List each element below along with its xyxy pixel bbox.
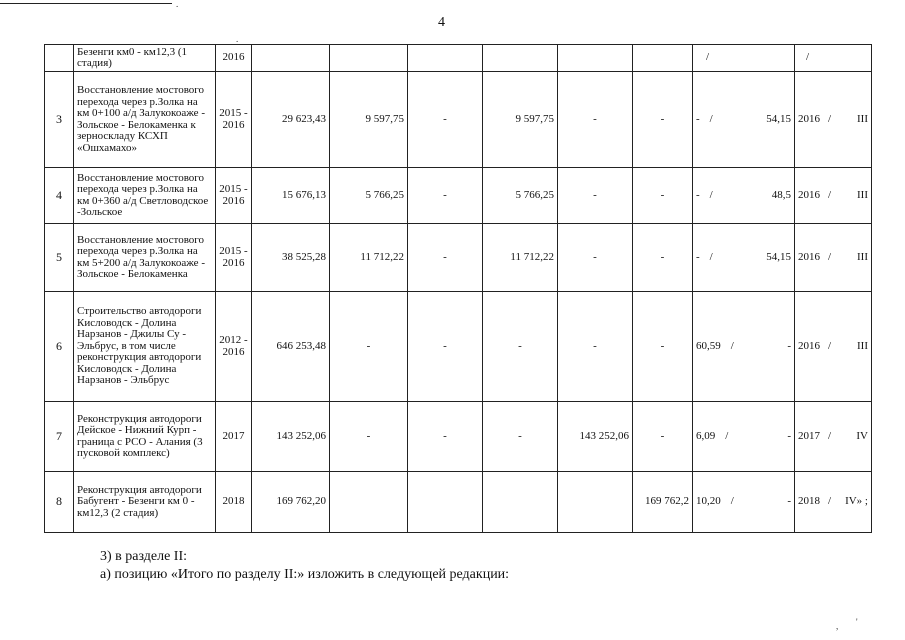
value-cell: 5 766,25	[330, 168, 408, 224]
term-stage: IV	[856, 429, 868, 442]
term-cell	[795, 402, 872, 472]
instruction-text: а) позицию «Итого по разделу II:» изложить в следующей редакции:	[100, 567, 510, 582]
row-number-cell	[45, 45, 74, 72]
value-cell: -	[633, 72, 693, 168]
table-row	[45, 224, 872, 292]
slash-separator: /	[828, 339, 832, 352]
value-cell: -	[633, 402, 693, 472]
slash-separator: /	[709, 112, 713, 125]
section-heading: 3) в разделе II:	[100, 549, 188, 564]
term-year: 2016	[798, 188, 820, 201]
value-cell: -	[408, 292, 483, 402]
project-table	[44, 44, 872, 533]
term-year: 2018	[798, 495, 820, 508]
ratio-cell	[693, 402, 795, 472]
value-cell: 143 252,06	[558, 402, 633, 472]
value-cell: -	[633, 292, 693, 402]
term-year: 2016	[798, 339, 820, 352]
slash-separator: /	[706, 51, 710, 64]
value-cell: -	[330, 402, 408, 472]
ratio-cell	[693, 224, 795, 292]
term-cell	[795, 472, 872, 533]
years-cell: 2015 - 2016	[216, 168, 252, 224]
slash-separator: /	[828, 112, 832, 125]
slash-separator: /	[828, 429, 832, 442]
ratio-left: -	[696, 250, 700, 263]
row-number-cell: 8	[45, 472, 74, 533]
ratio-right: 54,15	[766, 250, 791, 263]
term-year: 2016	[798, 250, 820, 263]
value-cell: 5 766,25	[483, 168, 558, 224]
value-cell	[330, 472, 408, 533]
value-cell: -	[558, 292, 633, 402]
years-cell: 2016	[216, 45, 252, 72]
ratio-cell	[693, 45, 795, 72]
object-name-cell: Восстановление мостового перехода через р.Золка на км 0+360 а/д Светловодское -Зольское	[74, 168, 216, 224]
ratio-left: 10,20	[696, 495, 721, 508]
value-cell: -	[483, 402, 558, 472]
value-cell	[483, 45, 558, 72]
value-cell	[330, 45, 408, 72]
slash-separator: /	[709, 188, 713, 201]
ratio-cell	[693, 472, 795, 533]
term-year: 2016	[798, 112, 820, 125]
term-cell	[795, 45, 872, 72]
row-number-cell: 5	[45, 224, 74, 292]
object-name-cell: Восстановление мостового перехода через р.Золка на км 5+200 а/д Залукокоаже - Зольское - Белокаменка	[74, 224, 216, 292]
value-cell: -	[408, 168, 483, 224]
ratio-right: 48,5	[771, 188, 791, 201]
slash-separator: /	[828, 495, 832, 508]
value-cell: 29 623,43	[252, 72, 330, 168]
years-cell: 2015 - 2016	[216, 224, 252, 292]
years-cell: 2017	[216, 402, 252, 472]
table-row	[45, 168, 872, 224]
value-cell: -	[330, 292, 408, 402]
table-row	[45, 72, 872, 168]
slash-separator: /	[709, 250, 713, 263]
value-cell: -	[558, 168, 633, 224]
term-stage: III	[857, 339, 868, 352]
value-cell: -	[483, 292, 558, 402]
term-cell	[795, 292, 872, 402]
header-rule	[0, 3, 172, 4]
term-stage: III	[857, 250, 868, 263]
ratio-right: 54,15	[766, 112, 791, 125]
value-cell: 9 597,75	[330, 72, 408, 168]
value-cell: -	[633, 168, 693, 224]
object-name-cell: Безенги км0 - км12,3 (1 стадия)	[74, 45, 216, 72]
table-row	[45, 402, 872, 472]
term-year: 2017	[798, 429, 820, 442]
table-row	[45, 45, 872, 72]
object-name-cell: Реконструкция автодороги Бабугент - Безенги км 0 - км12,3 (2 стадия)	[74, 472, 216, 533]
object-name-cell: Строительство автодороги Кисловодск - Долина Нарзанов - Джилы Су - Эльбрус, в том числе реконструкция автодороги Кисловодск - Долина Нарзанов - Эльбрус	[74, 292, 216, 402]
table-row	[45, 472, 872, 533]
slash-separator: /	[828, 250, 832, 263]
slash-separator: /	[725, 429, 729, 442]
value-cell: 11 712,22	[330, 224, 408, 292]
ratio-right: -	[787, 429, 791, 442]
scan-speck: ,	[836, 621, 839, 631]
ratio-cell	[693, 292, 795, 402]
value-cell: -	[558, 72, 633, 168]
scan-speck: .	[176, 0, 179, 9]
ratio-right: -	[787, 495, 791, 508]
ratio-left: -	[696, 188, 700, 201]
value-cell	[558, 45, 633, 72]
value-cell	[408, 45, 483, 72]
ratio-left: -	[696, 112, 700, 125]
years-cell: 2012 - 2016	[216, 292, 252, 402]
value-cell	[633, 45, 693, 72]
ratio-left: 6,09	[696, 429, 716, 442]
scan-speck: .	[236, 34, 239, 44]
value-cell: -	[633, 224, 693, 292]
ratio-left: 60,59	[696, 339, 721, 352]
object-name-cell: Восстановление мостового перехода через р.Золка на км 0+100 а/д Залукокоаже - Зольское - Белокаменка к зерноскладу КСХП «Ошхамахо»	[74, 72, 216, 168]
value-cell: 169 762,20	[252, 472, 330, 533]
years-cell: 2015 - 2016	[216, 72, 252, 168]
slash-separator: /	[806, 51, 810, 64]
ratio-right: -	[787, 339, 791, 352]
value-cell: 646 253,48	[252, 292, 330, 402]
term-cell	[795, 224, 872, 292]
value-cell: 11 712,22	[483, 224, 558, 292]
value-cell: 38 525,28	[252, 224, 330, 292]
value-cell: -	[558, 224, 633, 292]
term-stage: III	[857, 112, 868, 125]
row-number-cell: 3	[45, 72, 74, 168]
term-cell	[795, 168, 872, 224]
ratio-cell	[693, 168, 795, 224]
value-cell	[558, 472, 633, 533]
value-cell	[408, 472, 483, 533]
slash-separator: /	[730, 495, 734, 508]
table-row	[45, 292, 872, 402]
term-stage: III	[857, 188, 868, 201]
term-cell	[795, 72, 872, 168]
object-name-cell: Реконструкция автодороги Дейское - Нижний Курп - граница с РСО - Алания (3 пусковой комплекс)	[74, 402, 216, 472]
value-cell: 9 597,75	[483, 72, 558, 168]
page-number: 4	[438, 15, 445, 30]
value-cell: -	[408, 402, 483, 472]
slash-separator: /	[730, 339, 734, 352]
value-cell	[483, 472, 558, 533]
value-cell: -	[408, 224, 483, 292]
value-cell: 169 762,2	[633, 472, 693, 533]
slash-separator: /	[828, 188, 832, 201]
years-cell: 2018	[216, 472, 252, 533]
term-stage: IV» ;	[845, 495, 868, 508]
value-cell	[252, 45, 330, 72]
scan-speck: '	[856, 617, 858, 627]
row-number-cell: 6	[45, 292, 74, 402]
value-cell: 15 676,13	[252, 168, 330, 224]
ratio-cell	[693, 72, 795, 168]
row-number-cell: 4	[45, 168, 74, 224]
value-cell: -	[408, 72, 483, 168]
value-cell: 143 252,06	[252, 402, 330, 472]
row-number-cell: 7	[45, 402, 74, 472]
